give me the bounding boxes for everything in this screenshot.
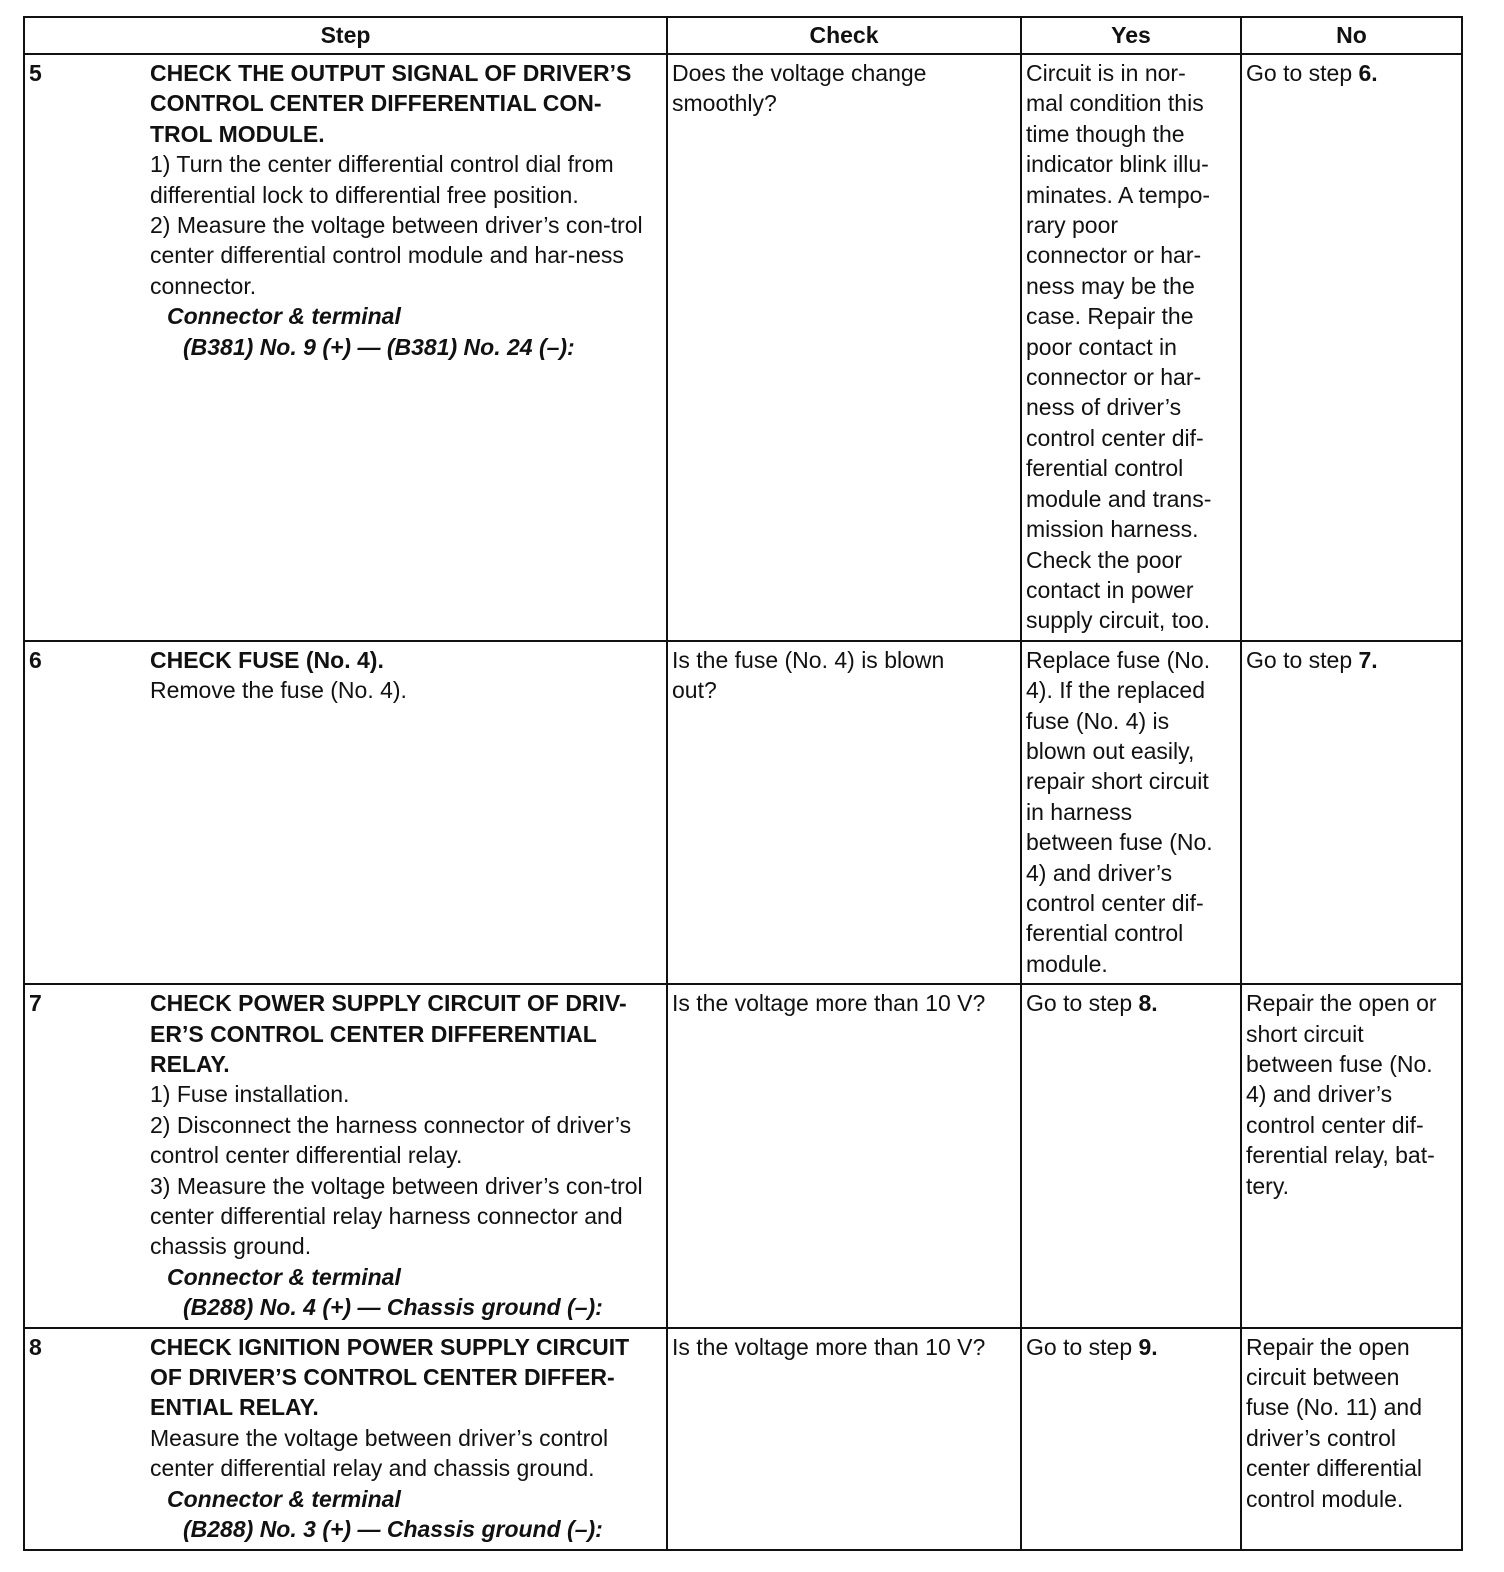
yes-cell (1021, 54, 1241, 641)
step-number: 8 (24, 1328, 146, 1550)
yes-cell (1021, 984, 1241, 1327)
step-instruction: Measure the voltage between driver’s control center differential relay and chassis ground. (150, 1424, 609, 1482)
table-row (24, 641, 1462, 984)
check-cell: Does the voltage change smoothly? (667, 54, 1021, 641)
check-cell: Is the voltage more than 10 V? (667, 984, 1021, 1327)
step-description (146, 984, 667, 1327)
no-goto-text: Go to step (1246, 646, 1359, 673)
no-goto-text: Go to step (1246, 60, 1359, 86)
step-instruction: 1) Turn the center differential control dial from differential lock to differential free position. (150, 151, 614, 208)
no-text: Repair the open or short circuit between fuse (No. 4) and driver’s control center dif- ferential relay, bat- tery. (1246, 990, 1437, 1199)
yes-cell (1021, 1328, 1241, 1550)
step-number: 7 (24, 984, 146, 1327)
no-cell (1241, 984, 1462, 1327)
step-title: CHECK POWER SUPPLY CIRCUIT OF DRIV- ER’S CONTROL CENTER DIFFERENTIAL RELAY. (150, 990, 627, 1077)
no-goto-step: 7. (1358, 646, 1378, 673)
header-yes: Yes (1021, 17, 1241, 54)
no-goto-step: 6. (1358, 60, 1378, 86)
yes-text: Replace fuse (No. 4). If the replaced fuse (No. 4) is blown out easily, repair short circuit in harness between fuse (No. 4) and driver’s control center dif- ferential control module. (1026, 646, 1213, 977)
yes-goto-text: Go to step (1026, 1333, 1139, 1360)
connector-terminal-value: (B381) No. 9 (+) — (B381) No. 24 (–): (183, 333, 575, 360)
step-title: CHECK FUSE (No. 4). (150, 646, 384, 673)
no-cell (1241, 1328, 1462, 1550)
connector-terminal-label: Connector & terminal (167, 1263, 401, 1290)
connector-terminal-value: (B288) No. 3 (+) — Chassis ground (–): (183, 1516, 603, 1543)
step-instruction: 3) Measure the voltage between driver’s con-trol center differential relay harness connector and chassis ground. (150, 1172, 643, 1260)
header-step: Step (24, 17, 667, 54)
diagnostic-table (23, 16, 1463, 1551)
step-title: CHECK THE OUTPUT SIGNAL OF DRIVER’S CONTROL CENTER DIFFERENTIAL CON- TROL MODULE. (150, 60, 632, 147)
yes-goto-step: 8. (1138, 990, 1158, 1017)
table-row (24, 54, 1462, 641)
connector-terminal-label: Connector & terminal (167, 303, 401, 330)
connector-terminal-label: Connector & terminal (167, 1485, 401, 1512)
yes-goto-step: 9. (1138, 1333, 1158, 1360)
no-cell (1241, 54, 1462, 641)
step-number: 6 (24, 641, 146, 984)
no-text: Repair the open circuit between fuse (No. 11) and driver’s control center differential control module. (1246, 1333, 1423, 1512)
step-instruction: 1) Fuse installation. (150, 1081, 350, 1108)
step-instruction: Remove the fuse (No. 4). (150, 677, 407, 704)
table-body (24, 54, 1462, 1550)
yes-text: Circuit is in nor- mal condition this time though the indicator blink illu- minates. A tempo- rary poor connector or har- ness may be the case. Repair the poor contact in connector or har- ness of driver’s control center dif- ferential control module and trans- mission harness. Check the poor contact in power supply circuit, too. (1026, 60, 1212, 634)
step-instruction: 2) Measure the voltage between driver’s con-trol center differential control module and har-ness connector. (150, 212, 643, 299)
yes-cell (1021, 641, 1241, 984)
table-row (24, 1328, 1462, 1550)
header-check: Check (667, 17, 1021, 54)
step-description (146, 54, 667, 641)
step-number: 5 (24, 54, 146, 641)
check-cell: Is the voltage more than 10 V? (667, 1328, 1021, 1550)
step-description (146, 641, 667, 984)
check-cell: Is the fuse (No. 4) is blown out? (667, 641, 1021, 984)
step-title: CHECK IGNITION POWER SUPPLY CIRCUIT OF DRIVER’S CONTROL CENTER DIFFER- ENTIAL RELAY. (150, 1333, 630, 1421)
yes-goto-text: Go to step (1026, 990, 1139, 1017)
table-row (24, 984, 1462, 1327)
header-no: No (1241, 17, 1462, 54)
no-cell (1241, 641, 1462, 984)
connector-terminal-value: (B288) No. 4 (+) — Chassis ground (–): (183, 1294, 603, 1321)
header-row (24, 17, 1462, 54)
step-instruction: 2) Disconnect the harness connector of driver’s control center differential relay. (150, 1111, 632, 1169)
step-description (146, 1328, 667, 1550)
